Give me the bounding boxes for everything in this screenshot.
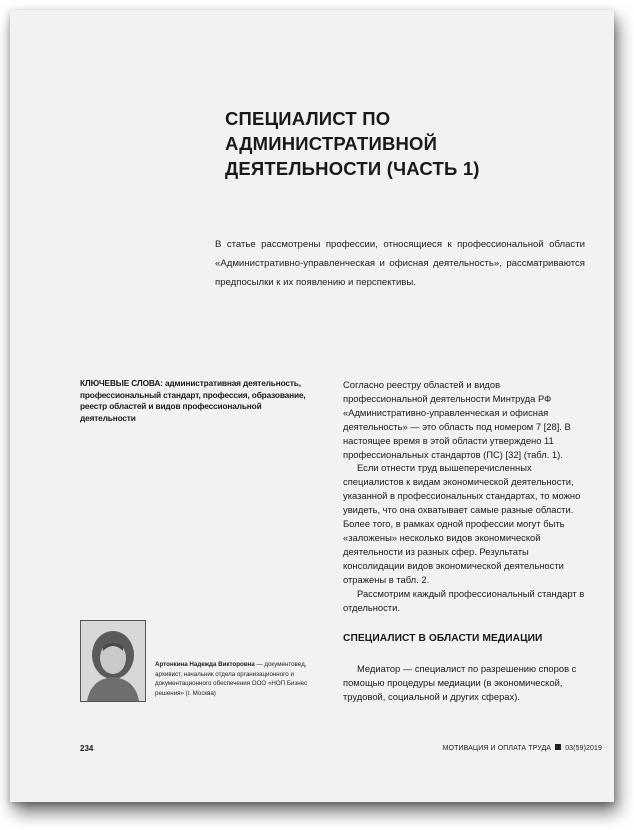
paragraph-1: Согласно реестру областей и видов профессиональной деятельности Минтруда РФ «Административно-управленческая и офисная деятельность» — это область под номером 7 [28]. В настоящее время в этой области утверждено 11 профессиональных стандартов (ПС) [32] (табл. 1).: [343, 379, 571, 460]
keywords: КЛЮЧЕВЫЕ СЛОВА: административная деятельность, профессиональный стандарт, профессия, образование, реестр областей и видов профессиональной деятельности: [80, 378, 306, 423]
running-footer: [443, 744, 602, 752]
square-separator-icon: [555, 744, 561, 750]
author-name: Артонкина Надежда Викторовна: [155, 661, 255, 668]
article-abstract: В статье рассмотрены профессии, относящиеся к профессиональной области «Административно-управленческая и офисная деятельность», рассматриваются предпосылки к их появлению и перспективы.: [215, 239, 585, 288]
section-heading: СПЕЦИАЛИСТ В ОБЛАСТИ МЕДИАЦИИ: [343, 633, 543, 644]
paragraph-2: Если отнести труд вышеперечисленных специалистов к видам экономической деятельности, указанной в профессиональных стандартах, то можно увидеть, что она охватывает самые разные области. Более того, в рамках одной профессии могут быть «заложены» несколько видов экономической деятельности из разных сфер. Результаты консолидации видов экономической деятельности отражены в табл. 2.: [343, 462, 581, 585]
author-bio: — документовед, архивист, начальник отдела организационного и документационного обеспечения ООО «НОП Бизнес решения» (г. Москва): [155, 661, 308, 697]
title-line-2: ДЕЯТЕЛЬНОСТИ (ЧАСТЬ 1): [225, 158, 480, 179]
paragraph-3: Рассмотрим каждый профессиональный стандарт в отдельности.: [343, 587, 585, 613]
author-info: [155, 660, 320, 698]
author-photo: [80, 620, 146, 702]
page-number: 234: [80, 744, 94, 753]
issue-number: 03(59)2019: [565, 745, 602, 752]
article-body: [343, 378, 586, 614]
article-title: [225, 106, 605, 181]
journal-name: МОТИВАЦИЯ И ОПЛАТА ТРУДА: [442, 745, 552, 752]
title-line-1: СПЕЦИАЛИСТ ПО АДМИНИСТРАТИВНОЙ: [225, 108, 438, 154]
section-paragraph: Медиатор — специалист по разрешению споров с помощью процедуры медиации (в экономической, трудовой, социальной и других сферах).: [343, 663, 577, 702]
